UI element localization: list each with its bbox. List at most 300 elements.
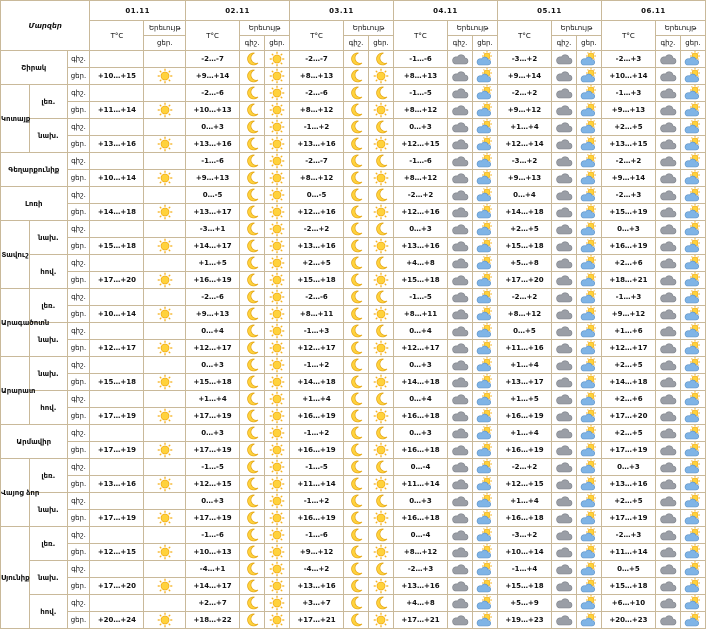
weather-icon-cell xyxy=(344,323,369,340)
weather-icon-cell xyxy=(144,544,186,561)
temperature-cell xyxy=(90,561,144,578)
weather-icon-cell xyxy=(576,391,601,408)
weather-icon-cell xyxy=(144,391,186,408)
weather-icon-cell xyxy=(265,221,290,238)
date-header: 04.11 xyxy=(393,1,497,21)
sun-icon xyxy=(269,459,285,475)
weather-icon-cell xyxy=(265,476,290,493)
cloud-icon xyxy=(659,137,677,151)
weather-icon-cell xyxy=(240,357,265,374)
sun-icon xyxy=(269,102,285,118)
moon-icon xyxy=(244,170,260,186)
temperature-cell: -2…-6 xyxy=(290,289,344,306)
weather-icon-cell xyxy=(655,204,680,221)
temperature-cell: +2…+5 xyxy=(290,255,344,272)
temperature-cell: +16…+18 xyxy=(393,442,447,459)
moon-icon xyxy=(373,51,389,67)
cloudsun-icon xyxy=(580,68,598,84)
forecast-row xyxy=(1,459,706,476)
temperature-cell: +1…+6 xyxy=(601,323,655,340)
temperature-cell: -2…-6 xyxy=(290,85,344,102)
region-name: Գեղարքունիք xyxy=(1,153,68,187)
sun-icon xyxy=(269,272,285,288)
weather-icon-cell xyxy=(240,51,265,68)
cloud-icon xyxy=(555,324,573,338)
weather-icon-cell xyxy=(344,476,369,493)
weather-icon-cell xyxy=(448,493,473,510)
weather-icon-cell xyxy=(472,595,497,612)
sun-icon xyxy=(373,578,389,594)
weather-icon-cell xyxy=(576,153,601,170)
temperature-cell: +9…+12 xyxy=(497,102,551,119)
region-name: Արագածոտն xyxy=(1,289,30,357)
weather-icon-cell xyxy=(472,340,497,357)
period-label: գիշ. xyxy=(67,459,90,476)
weather-icon-cell xyxy=(680,136,705,153)
temperature-cell: 0…+3 xyxy=(186,357,240,374)
cloud-icon xyxy=(451,137,469,151)
cloudsun-icon xyxy=(684,289,702,305)
sun-icon xyxy=(373,272,389,288)
weather-icon-cell xyxy=(552,221,577,238)
forecast-row xyxy=(1,238,706,255)
weather-icon-cell xyxy=(369,136,394,153)
cloudsun-icon xyxy=(580,255,598,271)
weather-icon-cell xyxy=(369,170,394,187)
period-label: գիշ. xyxy=(67,119,90,136)
period-label: գիշ. xyxy=(67,595,90,612)
cloud-icon xyxy=(659,528,677,542)
temperature-cell: +6…+10 xyxy=(601,595,655,612)
sun-icon xyxy=(269,85,285,101)
cloudsun-icon xyxy=(580,85,598,101)
cloud-icon xyxy=(659,307,677,321)
weather-icon-cell xyxy=(448,187,473,204)
weather-icon-cell xyxy=(576,68,601,85)
region-name: Արմավիր xyxy=(1,425,68,459)
temperature-cell: +16…+19 xyxy=(290,442,344,459)
moon-icon xyxy=(244,221,260,237)
sun-icon xyxy=(269,170,285,186)
temperature-cell: +12…+15 xyxy=(393,136,447,153)
sun-icon xyxy=(269,493,285,509)
temperature-cell: +9…+13 xyxy=(186,306,240,323)
moon-icon xyxy=(373,85,389,101)
cloud-icon xyxy=(451,358,469,372)
period-label: գիշ. xyxy=(67,221,90,238)
forecast-row xyxy=(1,493,706,510)
weather-icon-cell xyxy=(144,289,186,306)
weather-icon-cell xyxy=(552,119,577,136)
period-label: գիշ. xyxy=(67,527,90,544)
moon-icon xyxy=(244,493,260,509)
temperature-cell: -1…+2 xyxy=(290,425,344,442)
weather-icon-cell xyxy=(576,510,601,527)
cloud-icon xyxy=(451,120,469,134)
moon-icon xyxy=(244,187,260,203)
moon-icon xyxy=(348,459,364,475)
weather-icon-cell xyxy=(144,136,186,153)
weather-icon-cell xyxy=(680,595,705,612)
cloudsun-icon xyxy=(684,272,702,288)
cloud-icon xyxy=(451,494,469,508)
weather-icon-cell xyxy=(369,459,394,476)
weather-icon-cell xyxy=(576,357,601,374)
date-header: 06.11 xyxy=(601,1,705,21)
temperature-cell: +20…+23 xyxy=(601,612,655,629)
moon-icon xyxy=(244,51,260,67)
weather-icon-cell xyxy=(655,357,680,374)
temperature-cell: +14…+18 xyxy=(393,374,447,391)
weather-icon-cell xyxy=(655,340,680,357)
sun-icon xyxy=(269,51,285,67)
temperature-cell: +13…+16 xyxy=(186,136,240,153)
weather-icon-cell xyxy=(472,612,497,629)
weather-icon-cell xyxy=(144,374,186,391)
temperature-cell: +9…+12 xyxy=(601,306,655,323)
region-name: Կոտայք xyxy=(1,85,30,153)
weather-icon-cell xyxy=(576,51,601,68)
region-name: Սյունիք xyxy=(1,527,30,629)
period-label: գիշ. xyxy=(67,323,90,340)
cloudsun-icon xyxy=(476,578,494,594)
forecast-row xyxy=(1,425,706,442)
weather-icon-cell xyxy=(472,187,497,204)
weather-icon-cell xyxy=(369,425,394,442)
cloud-icon xyxy=(659,239,677,253)
weather-icon-cell xyxy=(655,170,680,187)
weather-icon-cell xyxy=(448,612,473,629)
cloud-icon xyxy=(659,103,677,117)
temperature-cell: +16…+19 xyxy=(601,238,655,255)
cloud-icon xyxy=(555,273,573,287)
temperature-cell: +11…+14 xyxy=(393,476,447,493)
temperature-cell: +17…+19 xyxy=(186,408,240,425)
temperature-cell: +13…+16 xyxy=(393,578,447,595)
weather-icon-cell xyxy=(344,612,369,629)
weather-icon-cell xyxy=(448,221,473,238)
temperature-cell: -2…+2 xyxy=(601,153,655,170)
temperature-cell: +12…+14 xyxy=(497,136,551,153)
weather-icon-cell xyxy=(576,187,601,204)
cloud-icon xyxy=(451,324,469,338)
cloud-icon xyxy=(555,426,573,440)
temperature-cell: +8…+12 xyxy=(497,306,551,323)
weather-icon-cell xyxy=(448,425,473,442)
temperature-cell: +18…+21 xyxy=(601,272,655,289)
weather-icon-cell xyxy=(144,510,186,527)
period-label: ցեր. xyxy=(67,272,90,289)
weather-icon-cell xyxy=(680,85,705,102)
temperature-cell: +17…+19 xyxy=(90,510,144,527)
cloud-icon xyxy=(659,613,677,627)
sun-icon xyxy=(373,102,389,118)
weather-icon-cell xyxy=(448,544,473,561)
cloudsun-icon xyxy=(476,493,494,509)
sun-icon xyxy=(269,238,285,254)
weather-icon-cell xyxy=(680,221,705,238)
weather-icon-cell xyxy=(472,204,497,221)
temperature-cell: +12…+16 xyxy=(393,204,447,221)
cloud-icon xyxy=(659,443,677,457)
sun-icon xyxy=(269,204,285,220)
weather-icon-cell xyxy=(448,527,473,544)
sun-icon xyxy=(157,102,173,118)
weather-icon-cell xyxy=(369,153,394,170)
weather-icon-cell xyxy=(240,85,265,102)
cloudsun-icon xyxy=(580,51,598,67)
temperature-cell: 0…-4 xyxy=(393,527,447,544)
sun-icon xyxy=(269,595,285,611)
temperature-cell: -1…+3 xyxy=(601,289,655,306)
weather-icon-cell xyxy=(344,527,369,544)
cloud-icon xyxy=(659,205,677,219)
moon-icon xyxy=(244,595,260,611)
temperature-cell: 0…-5 xyxy=(186,187,240,204)
weather-icon-cell xyxy=(552,153,577,170)
sun-icon xyxy=(269,476,285,492)
temperature-cell: +17…+19 xyxy=(186,510,240,527)
zone-label: լեռ. xyxy=(30,85,67,119)
cloud-icon xyxy=(451,256,469,270)
forecast-row xyxy=(1,272,706,289)
moon-icon xyxy=(348,170,364,186)
region-name: Վայոց ձոր xyxy=(1,459,30,527)
cloudsun-icon xyxy=(580,425,598,441)
temperature-cell: +16…+18 xyxy=(393,510,447,527)
moon-icon xyxy=(244,340,260,356)
phenomenon-header: Երեւույթ xyxy=(344,21,394,36)
weather-icon-cell xyxy=(655,442,680,459)
temperature-cell: -4…+2 xyxy=(290,561,344,578)
weather-icon-cell xyxy=(680,544,705,561)
cloud-icon xyxy=(451,69,469,83)
cloud-icon xyxy=(555,358,573,372)
weather-icon-cell xyxy=(369,187,394,204)
temperature-cell: +8…+12 xyxy=(393,102,447,119)
temperature-cell: +17…+19 xyxy=(601,510,655,527)
weather-icon-cell xyxy=(265,204,290,221)
cloud-icon xyxy=(451,579,469,593)
weather-icon-cell xyxy=(240,323,265,340)
weather-icon-cell xyxy=(240,187,265,204)
sun-icon xyxy=(157,476,173,492)
weather-icon-cell xyxy=(576,340,601,357)
temperature-cell: -2…+3 xyxy=(601,51,655,68)
temperature-cell: +14…+17 xyxy=(186,238,240,255)
cloudsun-icon xyxy=(580,391,598,407)
sun-icon xyxy=(373,170,389,186)
sun-icon xyxy=(373,612,389,628)
sun-icon xyxy=(157,136,173,152)
temperature-cell: -2…+2 xyxy=(497,459,551,476)
weather-icon-cell xyxy=(680,527,705,544)
weather-icon-cell xyxy=(448,119,473,136)
cloudsun-icon xyxy=(476,51,494,67)
cloudsun-icon xyxy=(476,204,494,220)
temperature-cell: +15…+18 xyxy=(90,238,144,255)
moon-icon xyxy=(348,544,364,560)
temperature-cell: -3…+2 xyxy=(497,527,551,544)
sun-icon xyxy=(269,391,285,407)
weather-icon-cell xyxy=(344,102,369,119)
weather-icon-cell xyxy=(576,323,601,340)
moon-icon xyxy=(373,187,389,203)
weather-icon-cell xyxy=(680,204,705,221)
weather-icon-cell xyxy=(240,238,265,255)
cloudsun-icon xyxy=(580,272,598,288)
cloud-icon xyxy=(555,443,573,457)
temperature-cell xyxy=(90,153,144,170)
weather-icon-cell xyxy=(448,85,473,102)
weather-icon-cell xyxy=(240,493,265,510)
cloudsun-icon xyxy=(476,221,494,237)
weather-icon-cell xyxy=(655,612,680,629)
cloud-icon xyxy=(659,273,677,287)
cloudsun-icon xyxy=(580,221,598,237)
weather-icon-cell xyxy=(472,425,497,442)
weather-icon-cell xyxy=(344,595,369,612)
cloud-icon xyxy=(555,341,573,355)
weather-icon-cell xyxy=(448,357,473,374)
moon-icon xyxy=(348,425,364,441)
zone-label: լեռ. xyxy=(30,459,67,493)
cloudsun-icon xyxy=(684,544,702,560)
temperature-cell: 0…+3 xyxy=(393,357,447,374)
weather-icon-cell xyxy=(144,119,186,136)
cloudsun-icon xyxy=(580,493,598,509)
temperature-cell: +10…+13 xyxy=(186,544,240,561)
weather-icon-cell xyxy=(680,51,705,68)
cloudsun-icon xyxy=(684,255,702,271)
moon-icon xyxy=(244,442,260,458)
weather-icon-cell xyxy=(680,493,705,510)
forecast-row xyxy=(1,612,706,629)
cloud-icon xyxy=(659,409,677,423)
weather-icon-cell xyxy=(369,306,394,323)
weather-icon-cell xyxy=(680,119,705,136)
moon-icon xyxy=(348,221,364,237)
weather-icon-cell xyxy=(265,238,290,255)
cloudsun-icon xyxy=(476,408,494,424)
cloudsun-icon xyxy=(580,578,598,594)
weather-icon-cell xyxy=(265,170,290,187)
region-name: Շիրակ xyxy=(1,51,68,85)
weather-icon-cell xyxy=(576,102,601,119)
temp-header: T°C xyxy=(186,21,240,51)
weather-icon-cell xyxy=(265,136,290,153)
cloud-icon xyxy=(659,477,677,491)
weather-icon-cell xyxy=(552,51,577,68)
weather-icon-cell xyxy=(655,374,680,391)
weather-icon-cell xyxy=(344,578,369,595)
forecast-row xyxy=(1,408,706,425)
forecast-row xyxy=(1,170,706,187)
period-label: գիշ. xyxy=(67,561,90,578)
day-col-header: ցեր. xyxy=(472,36,497,51)
cloudsun-icon xyxy=(476,323,494,339)
weather-icon-cell xyxy=(472,544,497,561)
sun-icon xyxy=(269,187,285,203)
sun-icon xyxy=(373,476,389,492)
temperature-cell: +4…+8 xyxy=(393,595,447,612)
cloud-icon xyxy=(451,171,469,185)
temperature-cell: +8…+12 xyxy=(393,544,447,561)
weather-icon-cell xyxy=(144,153,186,170)
cloudsun-icon xyxy=(476,527,494,543)
sun-icon xyxy=(269,323,285,339)
weather-icon-cell xyxy=(576,527,601,544)
cloudsun-icon xyxy=(476,476,494,492)
weather-icon-cell xyxy=(369,85,394,102)
weather-icon-cell xyxy=(344,442,369,459)
weather-icon-cell xyxy=(576,442,601,459)
weather-icon-cell xyxy=(448,306,473,323)
cloud-icon xyxy=(659,460,677,474)
weather-icon-cell xyxy=(265,408,290,425)
temperature-cell: +15…+19 xyxy=(601,204,655,221)
sun-icon xyxy=(157,612,173,628)
weather-icon-cell xyxy=(240,391,265,408)
cloud-icon xyxy=(555,409,573,423)
night-col-header: գիշ. xyxy=(448,36,473,51)
cloud-icon xyxy=(659,341,677,355)
forecast-row xyxy=(1,510,706,527)
period-label: ցեր. xyxy=(67,544,90,561)
cloud-icon xyxy=(451,188,469,202)
weather-icon-cell xyxy=(472,289,497,306)
sun-icon xyxy=(373,544,389,560)
weather-icon-cell xyxy=(344,493,369,510)
weather-icon-cell xyxy=(144,357,186,374)
weather-icon-cell xyxy=(576,119,601,136)
weather-icon-cell xyxy=(369,578,394,595)
cloud-icon xyxy=(555,579,573,593)
moon-icon xyxy=(244,578,260,594)
weather-icon-cell xyxy=(576,238,601,255)
sun-icon xyxy=(269,442,285,458)
weather-icon-cell xyxy=(369,595,394,612)
weather-icon-cell xyxy=(472,272,497,289)
cloud-icon xyxy=(555,188,573,202)
cloudsun-icon xyxy=(684,204,702,220)
moon-icon xyxy=(348,272,364,288)
weather-icon-cell xyxy=(472,391,497,408)
temperature-cell: -2…-6 xyxy=(186,289,240,306)
weather-icon-cell xyxy=(576,136,601,153)
weather-icon-cell xyxy=(680,255,705,272)
forecast-row xyxy=(1,68,706,85)
temperature-cell: -2…+2 xyxy=(497,289,551,306)
temperature-cell: -1…+2 xyxy=(290,357,344,374)
moon-icon xyxy=(348,323,364,339)
weather-icon-cell xyxy=(369,272,394,289)
temperature-cell: 0…-5 xyxy=(290,187,344,204)
moon-icon xyxy=(348,187,364,203)
weather-icon-cell xyxy=(472,119,497,136)
sun-icon xyxy=(269,153,285,169)
weather-icon-cell xyxy=(472,136,497,153)
cloudsun-icon xyxy=(684,170,702,186)
cloud-icon xyxy=(555,103,573,117)
sun-icon xyxy=(269,510,285,526)
weather-icon-cell xyxy=(144,612,186,629)
cloudsun-icon xyxy=(580,561,598,577)
weather-icon-cell xyxy=(448,323,473,340)
weather-icon-cell xyxy=(369,357,394,374)
weather-icon-cell xyxy=(655,408,680,425)
sun-icon xyxy=(373,374,389,390)
